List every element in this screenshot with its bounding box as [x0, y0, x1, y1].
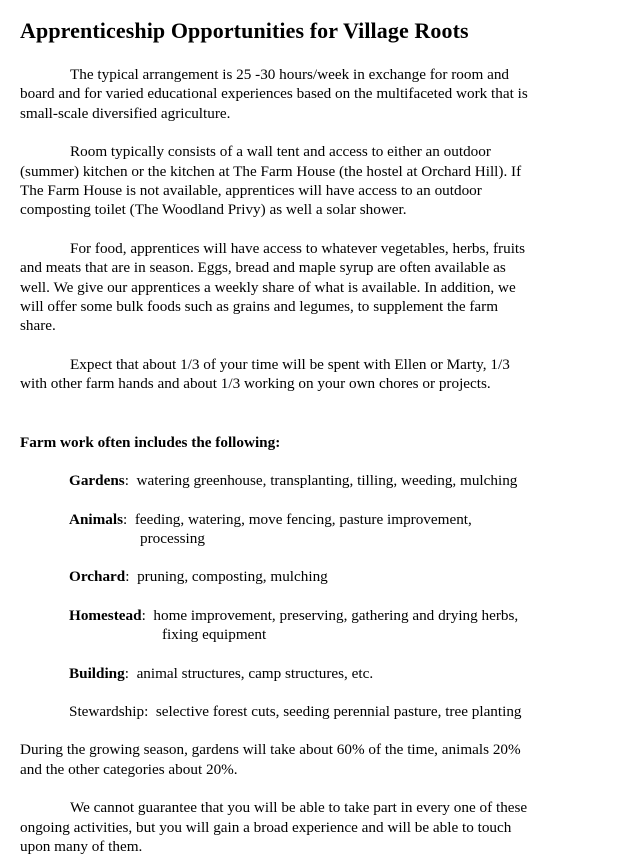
paragraph-time [20, 355, 620, 394]
paragraph-line: For food, apprentices will have access to whatever vegetables, herbs, fruits [70, 239, 526, 257]
paragraph-arrangement [20, 65, 620, 123]
paragraph-line: share. [20, 317, 56, 335]
paragraph-line: (summer) kitchen or the kitchen at The Farm House (the hostel at Orchard Hill). If [20, 162, 522, 180]
item-text: feeding, watering, move fencing, pasture improvement, [134, 510, 472, 528]
item-text: pruning, composting, mulching [137, 568, 328, 586]
paragraph-line: ongoing activities, but you will gain a broad experience and will be able to touch [20, 818, 512, 836]
paragraph-line: We cannot guarantee that you will be able to take part in every one of these [70, 799, 528, 817]
paragraph-room [20, 142, 620, 220]
item-text: watering greenhouse, transplanting, tilling, weeding, mulching [136, 472, 518, 490]
item-label: Building [69, 664, 125, 682]
paragraph-season [20, 740, 620, 779]
paragraph-food [20, 239, 620, 336]
document-page [20, 15, 620, 856]
paragraph-line: with other farm hands and about 1/3 working on your own chores or projects. [20, 375, 491, 393]
item-continuation: processing [140, 529, 205, 547]
paragraph-line: and the other categories about 20%. [20, 760, 238, 778]
list-item-building [69, 664, 620, 683]
item-text: Stewardship: selective forest cuts, seeding perennial pasture, tree planting [69, 702, 522, 720]
list-item-orchard [69, 567, 620, 586]
item-text: home improvement, preserving, gathering and drying herbs, [153, 606, 519, 624]
item-separator: : [141, 606, 154, 624]
paragraph-line: and meats that are in season. Eggs, bread and maple syrup are often available as [20, 259, 506, 277]
item-separator: : [123, 510, 135, 528]
paragraph-line: composting toilet (The Woodland Privy) as well a solar shower. [20, 201, 407, 219]
paragraph-line: will offer some bulk foods such as grains and legumes, to supplement the farm [20, 298, 499, 316]
item-separator: : [125, 568, 138, 586]
item-separator: : [124, 472, 137, 490]
item-text: animal structures, camp structures, etc. [136, 664, 374, 682]
item-label: Homestead [69, 606, 142, 624]
item-label: Gardens [69, 472, 125, 490]
list-item-animals [69, 510, 620, 549]
paragraph-line: board and for varied educational experiences based on the multifaceted work that is [20, 85, 528, 103]
item-label: Animals [69, 510, 124, 528]
item-continuation: fixing equipment [162, 626, 267, 644]
paragraph-line: Room typically consists of a wall tent and access to either an outdoor [70, 143, 491, 161]
paragraph-line: small-scale diversified agriculture. [20, 104, 231, 122]
paragraph-line: upon many of them. [20, 837, 143, 855]
paragraph-line: well. We give our apprentices a weekly share of what is available. In addition, we [20, 278, 516, 296]
paragraph-line: The Farm House is not available, apprentices will have access to an outdoor [20, 182, 482, 200]
paragraph-closing [20, 798, 620, 856]
list-item-gardens [69, 471, 620, 490]
item-label: Orchard [69, 568, 126, 586]
item-separator: : [124, 664, 137, 682]
paragraph-line: The typical arrangement is 25 -30 hours/week in exchange for room and [70, 66, 510, 83]
list-item-homestead [69, 606, 620, 645]
page-title: Apprenticeship Opportunities for Village Roots [20, 18, 469, 43]
farm-work-heading: Farm work often includes the following: [20, 433, 281, 451]
paragraph-line: During the growing season, gardens will take about 60% of the time, animals 20% [20, 741, 521, 759]
paragraph-line: Expect that about 1/3 of your time will be spent with Ellen or Marty, 1/3 [70, 355, 510, 373]
list-item-stewardship [69, 702, 620, 721]
